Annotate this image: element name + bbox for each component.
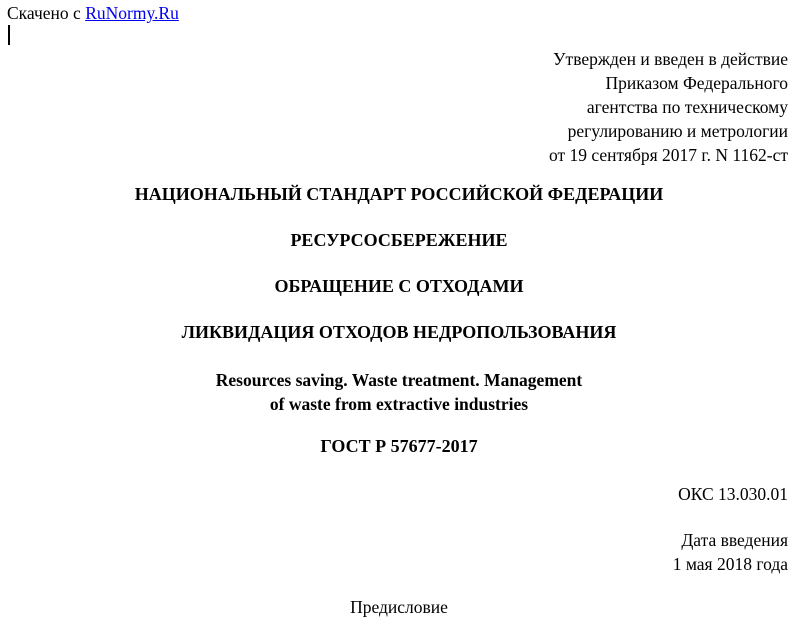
approval-line: Приказом Федерального <box>605 73 788 93</box>
source-line <box>7 3 179 23</box>
foreword-heading: Предисловие <box>350 597 448 617</box>
approval-line: от 19 сентября 2017 г. N 1162-ст <box>548 145 788 165</box>
introduction-date: 1 мая 2018 года <box>672 554 788 574</box>
standard-subtitle-1: РЕСУРСОСБЕРЕЖЕНИЕ <box>290 230 508 250</box>
english-title-line-2: of waste from extractive industries <box>269 394 529 414</box>
standard-code: ГОСТ Р 57677-2017 <box>320 436 478 456</box>
source-link[interactable]: RuNormy.Ru <box>85 3 179 23</box>
approval-line: Утвержден и введен в действие <box>553 49 788 69</box>
approval-line: регулированию и метрологии <box>567 121 788 141</box>
standard-subtitle-3: ЛИКВИДАЦИЯ ОТХОДОВ НЕДРОПОЛЬЗОВАНИЯ <box>181 322 617 342</box>
english-title-line-1: Resources saving. Waste treatment. Management <box>215 370 583 390</box>
standard-title: НАЦИОНАЛЬНЫЙ СТАНДАРТ РОССИЙСКОЙ ФЕДЕРАЦИИ <box>134 184 664 204</box>
introduction-date-block <box>673 528 788 576</box>
approval-line: агентства по техническому <box>586 97 788 117</box>
introduction-date-label: Дата введения <box>681 530 788 550</box>
source-prefix: Скачено с <box>7 3 86 23</box>
standard-subtitle-2: ОБРАЩЕНИЕ С ОТХОДАМИ <box>274 276 524 296</box>
english-title <box>0 368 790 416</box>
oks-code: ОКС 13.030.01 <box>678 484 788 504</box>
text-cursor <box>8 25 10 45</box>
approval-block <box>549 47 788 167</box>
